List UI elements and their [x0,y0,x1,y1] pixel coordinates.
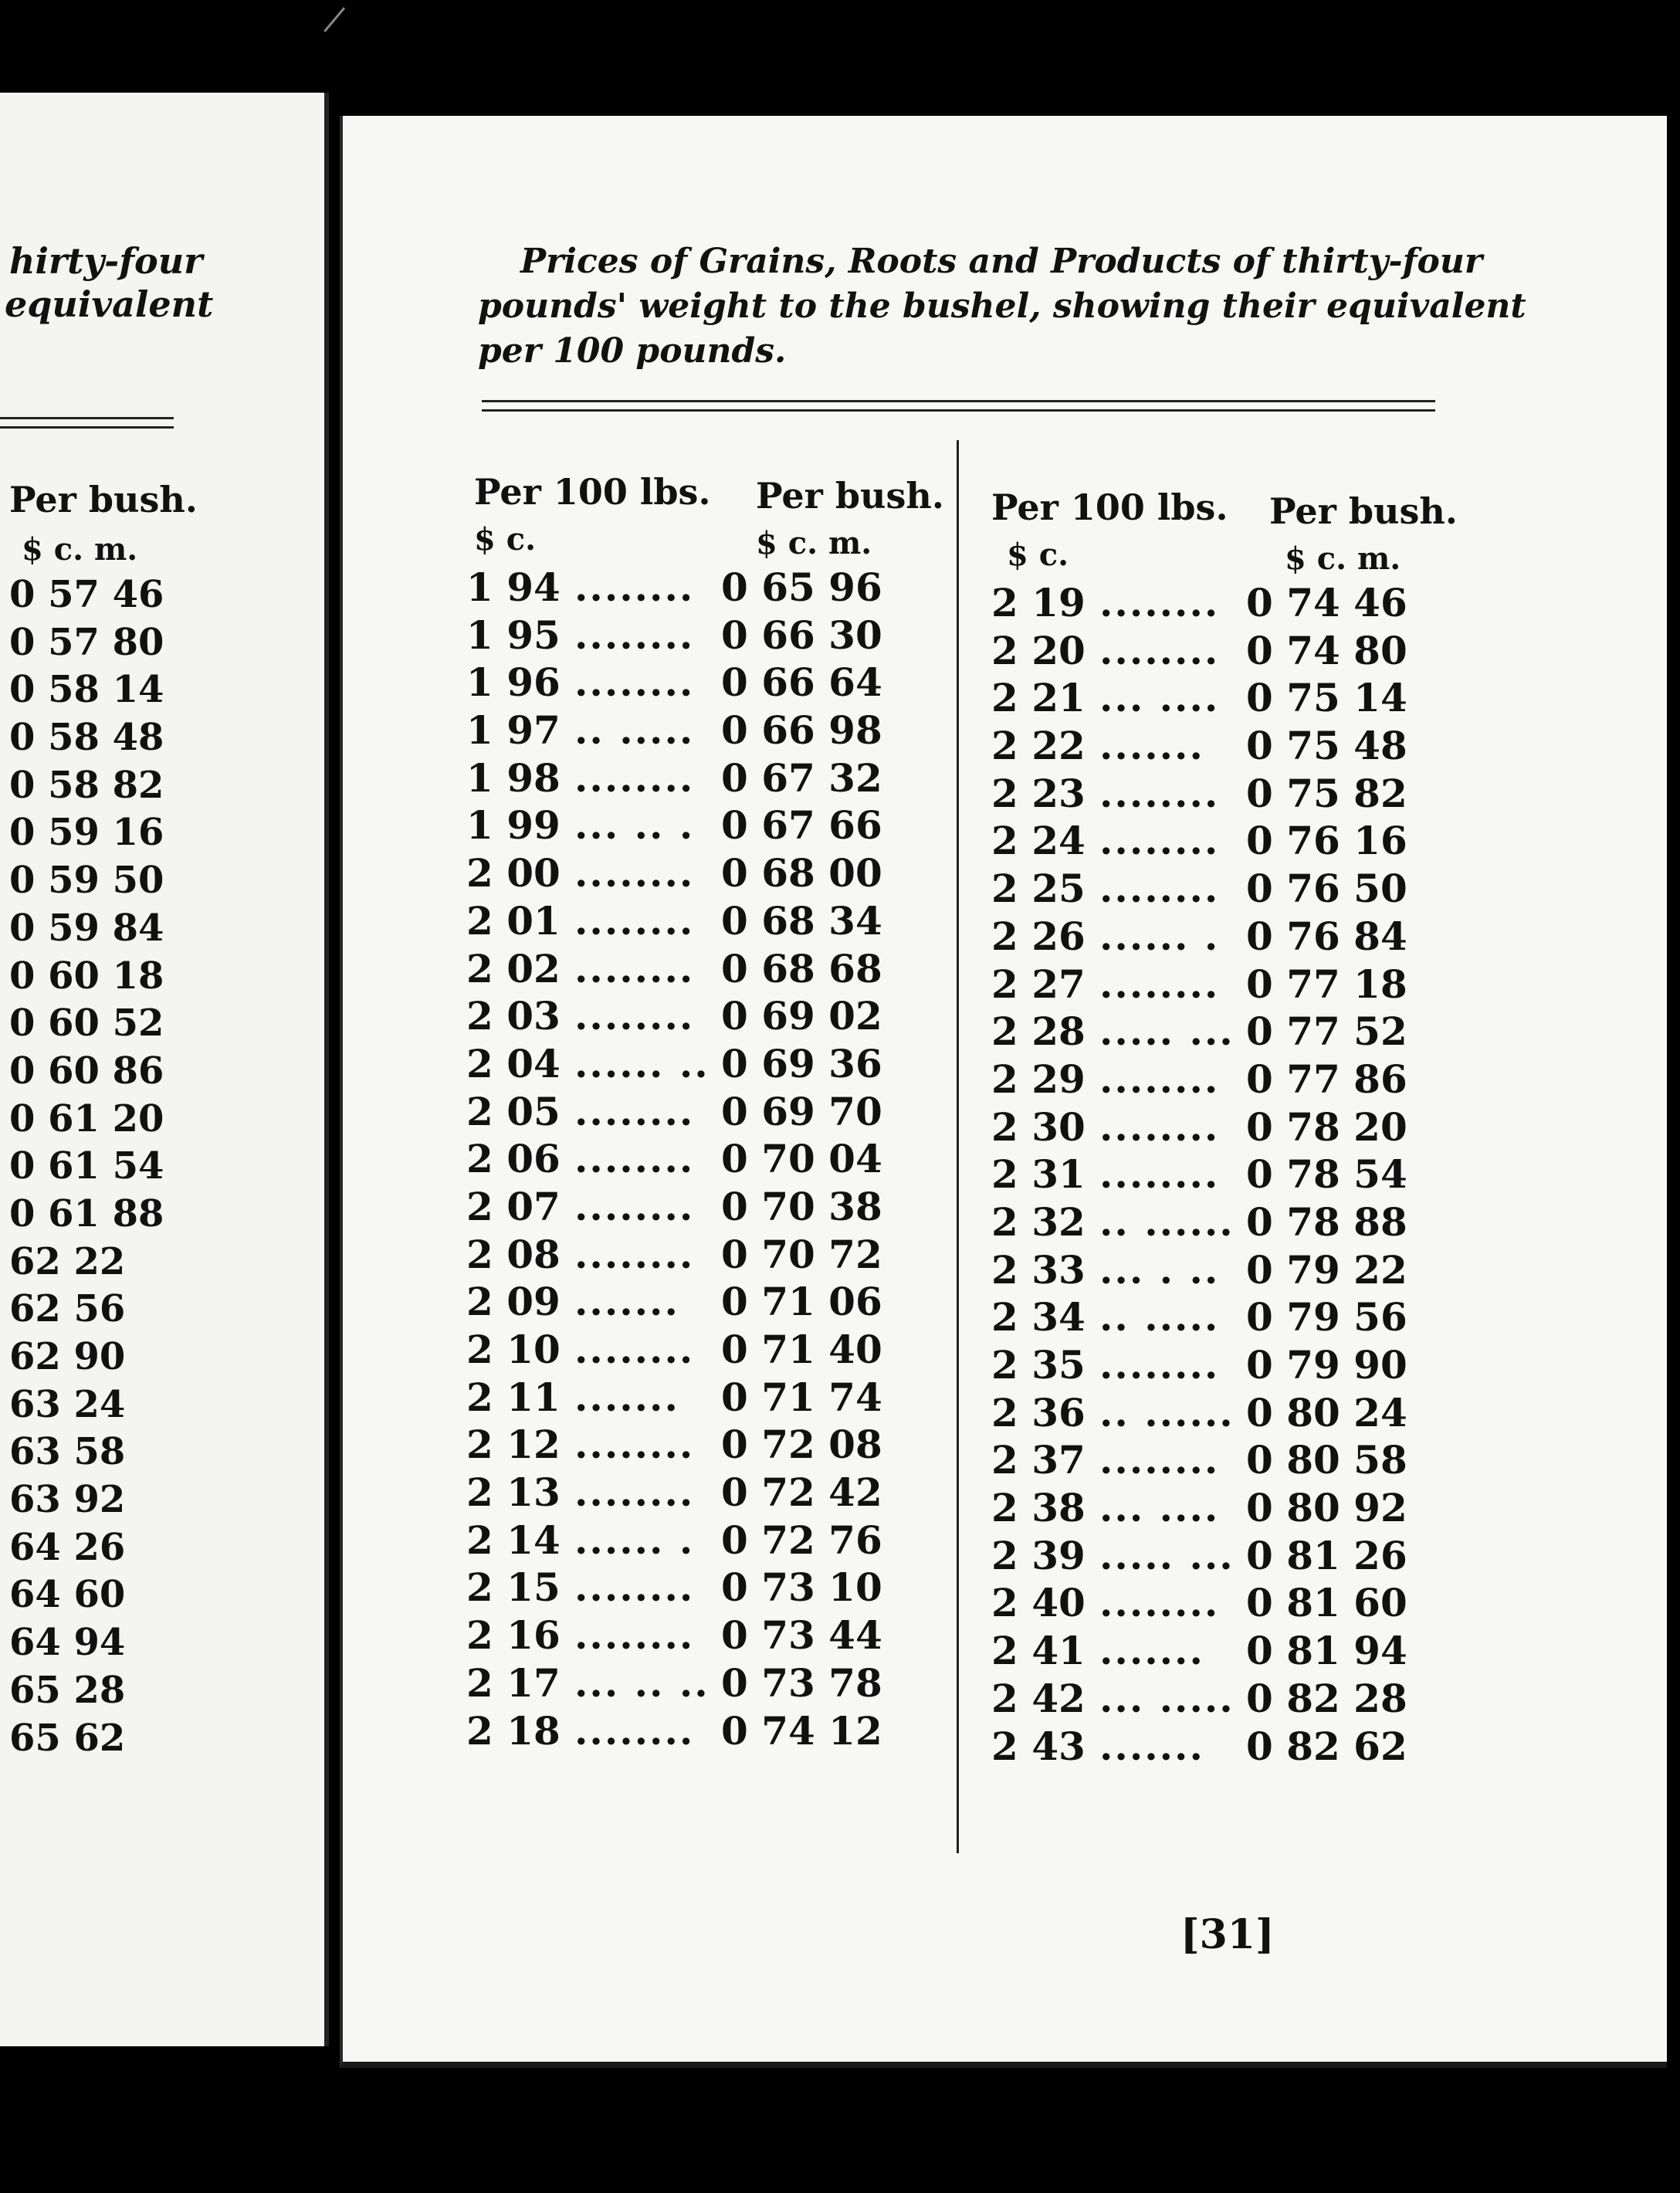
table-row [991,961,1485,1008]
column-header-per-100: Per 100 lbs. [474,471,711,513]
price-per-bushel: 0 82 28 [1246,1675,1407,1721]
page-title [478,239,1559,374]
price-per-100-lbs: 2 22 [991,723,1086,769]
leader-dots: ........ [574,754,695,801]
price-per-bushel: 0 70 72 [721,1231,882,1277]
leader-dots: ........ [574,993,695,1039]
price-per-bushel: 0 71 40 [721,1327,882,1372]
table-row [466,1707,945,1755]
price-per-100-lbs: 1 97 [466,707,561,754]
table-row [466,992,945,1040]
left-row: 64 94 [9,1621,126,1665]
leader-dots: ....... [574,1279,679,1325]
price-per-100-lbs: 1 99 [466,802,561,849]
left-rule [0,426,174,429]
table-row [991,1579,1485,1627]
leader-dots: ...... . [574,1517,695,1563]
price-per-100-lbs: 2 28 [991,1008,1086,1055]
price-per-100-lbs: 2 27 [991,961,1086,1007]
price-per-100-lbs: 2 37 [991,1437,1086,1483]
price-per-bushel: 0 75 14 [1246,675,1407,721]
units-per-100: $ c. [474,521,537,558]
table-row [991,1151,1485,1198]
leader-dots: ........ [1099,1342,1220,1388]
left-rule [0,417,174,419]
table-row [991,1723,1485,1771]
price-per-100-lbs: 2 33 [991,1246,1086,1293]
leader-dots: ....... [1099,1723,1204,1769]
leader-dots: ........ [1099,1103,1220,1150]
left-row: 0 60 18 [9,954,164,998]
price-per-100-lbs: 2 06 [466,1136,561,1182]
price-per-100-lbs: 1 95 [466,612,561,658]
leader-dots: ........ [574,850,695,897]
table-row [466,1564,945,1612]
table-row [466,1183,945,1231]
leader-dots: ........ [574,564,695,610]
price-per-bushel: 0 82 62 [1246,1723,1407,1769]
table-row [991,1198,1485,1246]
left-row: 62 22 [9,1239,126,1283]
leader-dots: ........ [574,945,695,991]
left-row: 64 26 [9,1525,126,1569]
table-row [991,1675,1485,1723]
price-per-100-lbs: 2 00 [466,850,561,897]
price-per-bushel: 0 73 44 [721,1612,882,1659]
top-rule [482,400,1435,402]
title-line: Prices of Grains, Roots and Products of thirty-four [520,242,1483,281]
table-row [991,817,1485,865]
leader-dots: ... .. .. [574,1659,710,1706]
price-per-100-lbs: 2 38 [991,1485,1086,1531]
left-page-heading [5,239,313,326]
price-per-100-lbs: 2 36 [991,1389,1086,1435]
leader-dots: .. ..... [1099,1294,1220,1341]
price-per-bushel: 0 77 52 [1246,1008,1407,1055]
price-per-bushel: 0 73 10 [721,1564,882,1611]
leader-dots: ....... [1099,723,1204,769]
table-row [466,1612,945,1659]
left-row: 0 61 20 [9,1096,164,1141]
price-per-bushel: 0 66 30 [721,612,882,658]
units-per-bush: $ c. m. [756,525,872,561]
price-per-100-lbs: 2 21 [991,675,1086,721]
left-units: $ c. m. [22,531,138,568]
left-row: 62 56 [9,1287,126,1331]
table-row [991,722,1485,770]
title-line: pounds' weight to the bushel, showing their equivalent [478,286,1526,326]
price-per-bushel: 0 76 16 [1246,818,1407,864]
left-row: 0 61 88 [9,1191,164,1235]
table-row [466,659,945,707]
leader-dots: ........ [574,897,695,944]
leader-dots: ........ [574,1183,695,1229]
price-per-bushel: 0 70 04 [721,1136,882,1182]
price-per-100-lbs: 2 40 [991,1580,1086,1626]
leader-dots: ........ [574,1136,695,1182]
leader-dots: ........ [1099,1056,1220,1102]
left-row: 0 57 46 [9,573,164,616]
leader-dots: ........ [574,1469,695,1516]
table-row [466,564,945,612]
price-per-100-lbs: 1 94 [466,564,561,610]
price-per-100-lbs: 2 04 [466,1040,561,1086]
price-per-bushel: 0 79 56 [1246,1294,1407,1341]
table-row [466,707,945,754]
price-per-bushel: 0 78 88 [1246,1198,1407,1245]
price-per-100-lbs: 2 15 [466,1564,561,1611]
leader-dots: ... .. . [574,802,695,849]
price-per-bushel: 0 72 08 [721,1422,882,1468]
leader-dots: ........ [574,1422,695,1468]
price-per-100-lbs: 2 20 [991,627,1086,673]
table-column-2 [991,579,1485,1770]
table-row [991,1627,1485,1675]
price-per-bushel: 0 81 26 [1246,1532,1407,1578]
price-per-100-lbs: 2 02 [466,945,561,991]
left-row: 0 60 86 [9,1049,164,1093]
price-per-100-lbs: 2 43 [991,1723,1086,1769]
price-per-100-lbs: 2 34 [991,1294,1086,1341]
price-per-100-lbs: 2 23 [991,770,1086,816]
price-per-bushel: 0 80 58 [1246,1437,1407,1483]
price-per-bushel: 0 80 24 [1246,1389,1407,1435]
leader-dots: ........ [574,612,695,658]
price-per-100-lbs: 2 29 [991,1056,1086,1102]
table-row [991,627,1485,675]
price-per-100-lbs: 2 19 [991,580,1086,625]
left-column-header: Per bush. [9,479,198,520]
price-per-bushel: 0 72 42 [721,1469,882,1516]
price-per-bushel: 0 77 18 [1246,961,1407,1007]
table-row [991,1008,1485,1056]
table-column-1 [466,564,945,1754]
price-per-bushel: 0 76 84 [1246,913,1407,959]
price-per-100-lbs: 2 14 [466,1517,561,1563]
price-per-100-lbs: 2 08 [466,1231,561,1277]
table-row [466,1088,945,1136]
table-row [466,1278,945,1326]
price-per-100-lbs: 2 39 [991,1532,1086,1578]
leader-dots: ........ [574,1707,695,1754]
table-row [466,1659,945,1707]
leader-dots: ...... . [1099,913,1220,959]
price-per-100-lbs: 2 07 [466,1183,561,1229]
price-per-100-lbs: 2 05 [466,1088,561,1134]
column-header-per-bush: Per bush. [1269,490,1458,532]
table-row [466,1421,945,1469]
left-row: 64 60 [9,1573,126,1617]
price-per-bushel: 0 74 80 [1246,627,1407,673]
table-row [991,674,1485,722]
price-per-bushel: 0 74 46 [1246,580,1407,625]
leader-dots: ... . .. [1099,1246,1220,1293]
price-per-100-lbs: 2 11 [466,1374,561,1420]
price-per-100-lbs: 2 16 [466,1612,561,1659]
left-heading-line: equivalent [5,283,214,325]
price-per-bushel: 0 75 82 [1246,770,1407,816]
column-divider [957,440,959,1853]
leader-dots: ........ [1099,580,1220,625]
price-per-bushel: 0 67 66 [721,802,882,849]
table-row [991,1484,1485,1532]
left-row: 0 59 16 [9,811,164,855]
table-row [991,1532,1485,1580]
price-per-bushel: 0 78 54 [1246,1151,1407,1198]
left-row: 0 58 48 [9,716,164,760]
table-row [466,897,945,945]
left-row: 63 58 [9,1430,126,1474]
table-row [466,1517,945,1564]
leader-dots: ..... ... [1099,1532,1235,1578]
price-per-bushel: 0 73 78 [721,1659,882,1706]
price-per-100-lbs: 2 41 [991,1628,1086,1674]
leader-dots: ... .... [1099,1485,1220,1531]
leader-dots: ..... ... [1099,1008,1235,1055]
top-rule [482,409,1435,412]
price-per-bushel: 0 69 36 [721,1040,882,1086]
leader-dots: ...... .. [574,1040,710,1086]
price-per-bushel: 0 74 12 [721,1707,882,1754]
table-row [466,1231,945,1279]
price-per-100-lbs: 2 31 [991,1151,1086,1198]
title-line: per 100 pounds. [478,331,787,371]
units-per-bush: $ c. m. [1285,541,1401,577]
price-per-bushel: 0 79 22 [1246,1246,1407,1293]
leader-dots: ........ [574,1327,695,1372]
leader-dots: .. ...... [1099,1198,1235,1245]
left-row: 0 61 54 [9,1144,164,1188]
table-row [991,1103,1485,1151]
price-per-100-lbs: 2 12 [466,1422,561,1468]
leader-dots: ........ [1099,866,1220,912]
price-per-bushel: 0 69 70 [721,1088,882,1134]
left-row: 0 59 50 [9,859,164,903]
table-row [991,1389,1485,1437]
leader-dots: ........ [1099,1437,1220,1483]
table-row [991,913,1485,961]
price-per-bushel: 0 65 96 [721,564,882,610]
table-row [466,612,945,659]
price-per-bushel: 0 68 68 [721,945,882,991]
price-per-bushel: 0 76 50 [1246,866,1407,912]
left-row: 62 90 [9,1335,126,1378]
table-row [466,1135,945,1183]
left-row: 63 92 [9,1478,126,1522]
left-row: 65 28 [9,1668,126,1712]
table-row [991,1341,1485,1389]
price-per-100-lbs: 2 10 [466,1327,561,1372]
price-per-100-lbs: 2 13 [466,1469,561,1516]
leader-dots: ....... [574,1374,679,1420]
price-per-bushel: 0 75 48 [1246,723,1407,769]
table-row [466,1326,945,1374]
price-per-bushel: 0 77 86 [1246,1056,1407,1102]
page-number: [31] [1180,1911,1275,1958]
left-page [0,93,329,2046]
price-per-bushel: 0 71 74 [721,1374,882,1420]
table-row [466,1374,945,1422]
price-per-bushel: 0 72 76 [721,1517,882,1563]
column-header-per-bush: Per bush. [756,475,944,517]
price-per-bushel: 0 68 00 [721,850,882,897]
units-per-100: $ c. [1007,537,1069,573]
table-row [991,770,1485,818]
price-per-100-lbs: 2 03 [466,993,561,1039]
leader-dots: ........ [1099,961,1220,1007]
price-per-100-lbs: 2 18 [466,1707,561,1754]
leader-dots: ........ [1099,1151,1220,1198]
price-per-100-lbs: 2 17 [466,1659,561,1706]
left-row: 65 62 [9,1716,126,1760]
table-row [466,754,945,802]
price-per-100-lbs: 2 26 [991,913,1086,959]
leader-dots: ........ [574,1231,695,1277]
price-per-100-lbs: 2 42 [991,1675,1086,1721]
table-row [466,945,945,993]
price-per-bushel: 0 66 64 [721,659,882,706]
price-per-100-lbs: 2 01 [466,897,561,944]
left-heading-line: hirty-four [9,240,203,282]
price-per-bushel: 0 79 90 [1246,1342,1407,1388]
left-row: 0 58 82 [9,763,164,807]
table-row [466,849,945,897]
price-per-100-lbs: 2 30 [991,1103,1086,1150]
leader-dots: ........ [574,1088,695,1134]
price-per-100-lbs: 2 24 [991,818,1086,864]
leader-dots: ........ [1099,1580,1220,1626]
price-per-100-lbs: 2 25 [991,866,1086,912]
table-row [991,1056,1485,1103]
right-page [340,116,1667,2068]
scan-mark [323,7,354,39]
table-row [991,579,1485,627]
left-row: 0 57 80 [9,620,164,664]
price-per-100-lbs: 1 98 [466,754,561,801]
table-row [991,1293,1485,1341]
price-per-bushel: 0 67 32 [721,754,882,801]
table-row [466,1040,945,1088]
price-per-100-lbs: 2 09 [466,1279,561,1325]
column-header-per-100: Per 100 lbs. [991,486,1228,528]
price-per-100-lbs: 1 96 [466,659,561,706]
price-per-bushel: 0 66 98 [721,707,882,754]
leader-dots: ........ [1099,770,1220,816]
left-row: 0 60 52 [9,1002,164,1046]
left-row: 0 58 14 [9,668,164,712]
leader-dots: ... .... [1099,675,1220,721]
price-per-100-lbs: 2 32 [991,1198,1086,1245]
price-per-bushel: 0 81 94 [1246,1628,1407,1674]
price-per-bushel: 0 81 60 [1246,1580,1407,1626]
leader-dots: .. ..... [574,707,695,754]
leader-dots: ....... [1099,1628,1204,1674]
price-per-100-lbs: 2 35 [991,1342,1086,1388]
price-per-bushel: 0 80 92 [1246,1485,1407,1531]
leader-dots: ........ [1099,818,1220,864]
table-row [991,865,1485,913]
table-row [466,802,945,849]
table-row [466,1469,945,1517]
leader-dots: ........ [574,659,695,706]
table-row [991,1246,1485,1294]
leader-dots: ........ [1099,627,1220,673]
price-per-bushel: 0 70 38 [721,1183,882,1229]
price-per-bushel: 0 68 34 [721,897,882,944]
leader-dots: ........ [574,1612,695,1659]
price-per-bushel: 0 71 06 [721,1279,882,1325]
left-row: 63 24 [9,1382,126,1426]
left-rows [9,571,164,1762]
left-row: 0 59 84 [9,906,164,950]
leader-dots: ........ [574,1564,695,1611]
leader-dots: ... ..... [1099,1675,1235,1721]
table-row [991,1436,1485,1484]
price-per-bushel: 0 69 02 [721,993,882,1039]
price-per-bushel: 0 78 20 [1246,1103,1407,1150]
leader-dots: .. ...... [1099,1389,1235,1435]
